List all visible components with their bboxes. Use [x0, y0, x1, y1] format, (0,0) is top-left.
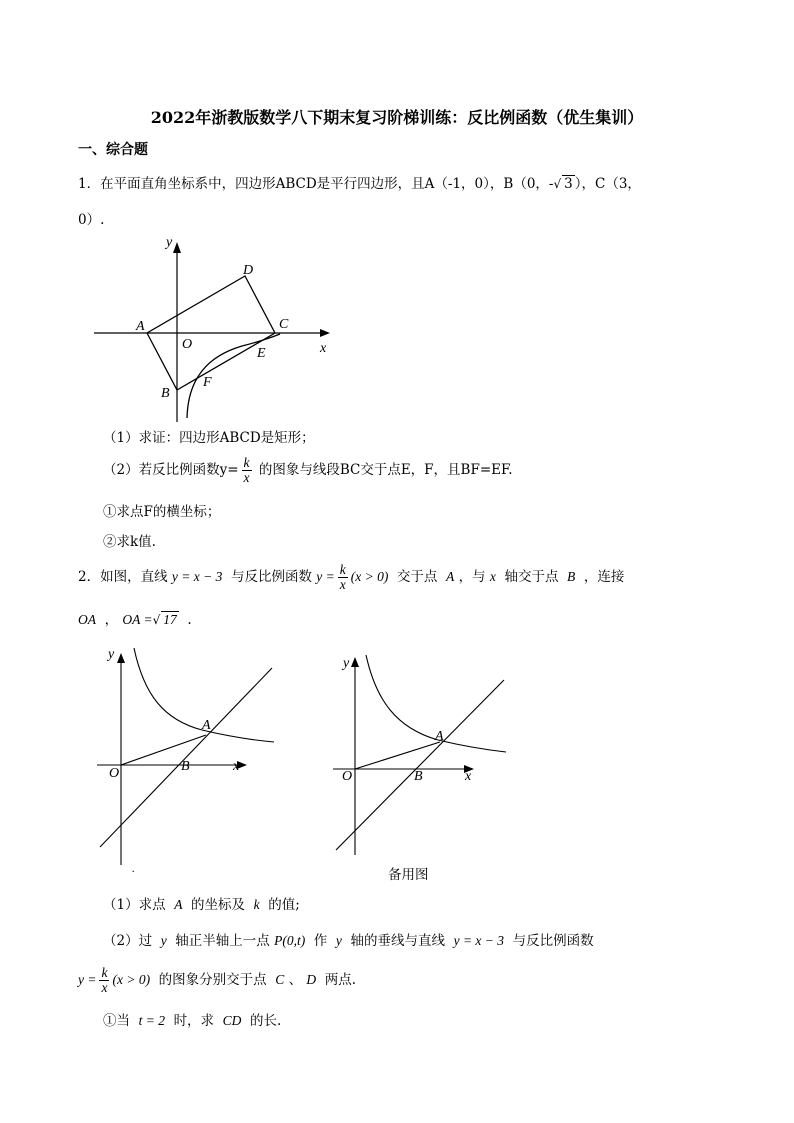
q2-figure-main — [92, 640, 292, 880]
q2-oa-eq: OA = — [122, 612, 153, 627]
q1-label-x: x — [320, 341, 327, 356]
q2-part2-y2: y — [335, 933, 342, 948]
q2-text-a: 2．如图，直线 — [78, 569, 168, 586]
q2-part1-text-a: （1）求点 — [103, 897, 166, 913]
q2f1-y-arrow-icon — [117, 653, 125, 663]
q1-frac-den: x — [243, 470, 250, 486]
q2-part2 — [103, 929, 594, 949]
q2-part1 — [103, 893, 300, 913]
q2-part2-y: y — [160, 933, 167, 948]
q2-figure-spare — [328, 650, 518, 860]
q1-statement-line1: 1．在平面直角坐标系中，四边形ABCD是平行四边形，且A（-1，0），B（0，-√ 3 ），C（3， — [78, 176, 641, 192]
q2f1-label-y: y — [108, 647, 115, 662]
q2f1-stray-dot: . — [132, 861, 135, 875]
q2-part3-fraction — [99, 966, 109, 995]
q2f1-line — [100, 668, 272, 847]
q2-eq2-cond: (x > 0) — [350, 569, 389, 585]
q2-axis-x: x — [489, 569, 496, 585]
q1-label-O: O — [182, 337, 193, 352]
q2-part3-num: k — [101, 965, 108, 980]
q2-part2-text-c: 作 — [313, 933, 328, 949]
q2-eq2-num: k — [339, 562, 346, 577]
q2-sub1-text-c: 的长. — [250, 1013, 282, 1029]
q2-sub1-t: t = 2 — [138, 1013, 165, 1028]
q2-part3-text-a: 的图象分别交于点 — [158, 972, 267, 989]
q2-part2-eq: y = x − 3 — [453, 933, 505, 948]
q2-eq2-den: x — [339, 577, 346, 593]
q1-figure — [90, 230, 340, 425]
q2-sub1 — [103, 1009, 281, 1029]
q2-part2-P: P(0,t) — [274, 933, 306, 948]
q1-label-D: D — [243, 263, 254, 278]
q1-part2-text-a: （2）若反比例函数y= — [103, 462, 239, 479]
q2f2-label-B: B — [414, 769, 423, 784]
q2-part3-text-c: 两点. — [324, 972, 357, 989]
q1-label-y: y — [166, 235, 173, 250]
q2f2-segment-OA — [355, 742, 440, 769]
q2f2-label-O: O — [342, 769, 353, 784]
q1-sub1: ①求点F的横坐标； — [103, 504, 221, 520]
page-title: 2022年浙教版数学八下期末复习阶梯训练：反比例函数（优生集训） — [150, 108, 644, 127]
q2-part3-text-b: 、 — [288, 972, 303, 989]
q1-part2 — [103, 456, 513, 485]
q2-sqrt-value: 17 — [163, 612, 177, 627]
q2-segment-OA: OA — [78, 612, 96, 627]
q1-text-a: 1．在平面直角坐标系中，四边形ABCD是平行四边形，且A（-1，0），B（0，- — [78, 176, 554, 192]
q2-part3-cond: (x > 0) — [112, 972, 151, 988]
section-heading: 一、综合题 — [78, 142, 148, 158]
q2f2-y-arrow-icon — [351, 657, 359, 667]
q2-end-dot: . — [187, 612, 192, 628]
q2f2-line — [336, 680, 504, 850]
q1-label-A: A — [136, 319, 145, 334]
q2-part1-text-c: 的值; — [268, 897, 300, 913]
q2-eq2-lhs: y = — [316, 569, 335, 585]
q1-x-arrow-icon — [320, 329, 330, 337]
q2-part1-text-b: 的坐标及 — [191, 897, 246, 913]
q1-part1: （1）求证：四边形ABCD是矩形； — [103, 430, 315, 446]
q2-sub1-text-b: 时，求 — [173, 1013, 215, 1029]
q2f1-label-A: A — [202, 718, 211, 733]
q1-sqrt-value: 3 — [564, 176, 573, 192]
q2-part3-C: C — [275, 972, 285, 988]
q2-eq2-fraction — [338, 563, 348, 592]
q1-label-C: C — [279, 317, 289, 332]
q2f1-label-B: B — [181, 759, 190, 774]
q1-frac-num: k — [243, 455, 250, 470]
q2-text-d: ，与 — [458, 569, 486, 586]
q2-text-e: 轴交于点 — [504, 569, 559, 586]
q2f2-label-y: y — [343, 656, 350, 671]
q2-separator: ， — [104, 612, 119, 628]
q2-statement-line1 — [78, 563, 624, 592]
q1-sub2: ②求k值. — [103, 534, 156, 550]
q2-part1-A: A — [174, 897, 183, 912]
q1-part2-text-b: 的图象与线段BC交于点E，F，且BF=EF. — [258, 462, 513, 479]
q2-part3-den: x — [101, 980, 108, 996]
q2-eq-line: y = x − 3 — [171, 569, 223, 585]
q1-text-b: ），C（3， — [574, 176, 641, 192]
q2-part2-cont — [78, 966, 356, 995]
q2-text-b: 与反比例函数 — [230, 569, 312, 586]
q2-statement-line2: OA ， OA =√ 17 . — [78, 612, 192, 628]
q2f1-label-x: x — [233, 759, 240, 774]
q2f2-label-A: A — [435, 729, 444, 744]
q2f1-label-O: O — [109, 766, 120, 781]
q2-part2-text-d: 轴的垂线与直线 — [350, 933, 445, 949]
q1-statement-line2: 0）. — [78, 212, 105, 228]
q2-part1-k: k — [253, 897, 260, 912]
q1-label-E: E — [257, 346, 266, 361]
q2-part2-text-e: 与反比例函数 — [512, 933, 594, 949]
q2-point-A: A — [446, 569, 455, 585]
q2-part2-text-a: （2）过 — [103, 933, 153, 949]
q1-y-arrow-icon — [173, 242, 181, 253]
spare-figure-caption: 备用图 — [388, 867, 429, 883]
q2-text-f: ，连接 — [583, 569, 625, 586]
q2-sub1-text-a: ①当 — [103, 1013, 130, 1029]
q2-part3-D: D — [306, 972, 317, 988]
q2-text-c: 交于点 — [396, 569, 438, 586]
q1-label-B: B — [161, 386, 170, 401]
q2-point-B: B — [567, 569, 576, 585]
q2-sub1-CD: CD — [222, 1013, 242, 1028]
q2-part3-lhs: y = — [78, 972, 97, 988]
q1-fraction — [242, 456, 252, 485]
q2f2-label-x: x — [465, 769, 472, 784]
q1-label-F: F — [203, 375, 212, 390]
q2-part2-text-b: 轴正半轴上一点 — [175, 933, 270, 949]
